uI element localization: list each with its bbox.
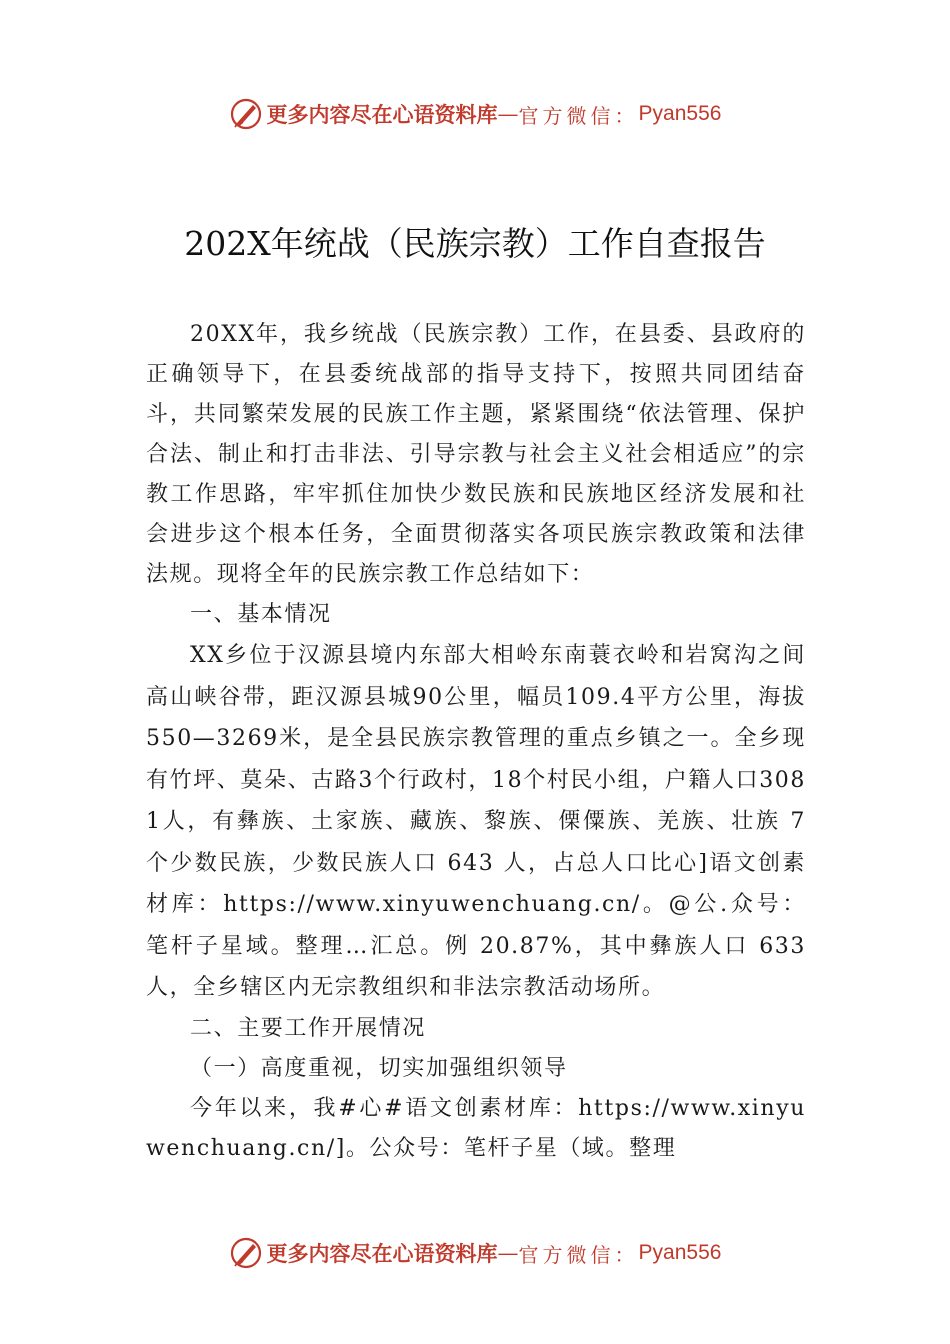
- heading-main-work: 二、主要工作开展情况: [190, 1015, 427, 1041]
- watermark-dash: —: [497, 1241, 519, 1265]
- paragraph-basic-situation: XX乡位于汉源县境内东部大相岭东南蓑衣岭和岩窝沟之间高山峡谷带，距汉源县城90公里，幅员109.4平方公里，海拔550—3269米，是全县民族宗教管理的重点乡镇之一。全乡现有竹坪、莫朵、古路3个行政村，18个村民小组，户籍人口3081人，有彝族、土家族、藏族、黎族、傈僳族、羌族、壮族 7 个少数民族，少数民族人口 643 人，占总人口比心]语文创素材库：https://www.xinyuwenchuang.cn/。@公.众号：笔杆子星域。整理…汇总。例 20.87%，其中彝族人口 633 人，全乡辖区内无宗教组织和非法宗教活动场所。: [146, 643, 806, 1000]
- document-body: [146, 315, 806, 1169]
- watermark-main-text: 更多内容尽在心语资料库: [266, 1241, 498, 1266]
- watermark-wechat-id: Pyan556: [638, 102, 722, 125]
- watermark-main-text: 更多内容尽在心语资料库: [266, 102, 498, 127]
- watermark-banner-top: [0, 94, 950, 134]
- paragraph-intro: 20XX年，我乡统战（民族宗教）工作，在县委、县政府的正确领导下，在县委统战部的指导支持下，按照共同团结奋斗，共同繁荣发展的民族工作主题，紧紧围绕“依法管理、保护合法、制止和打击非法、引导宗教与社会主义社会相适应”的宗教工作思路，牢牢抓住加快少数民族和民族地区经济发展和社会进步这个根本任务，全面贯彻落实各项民族宗教政策和法律法规。现将全年的民族宗教工作总结如下：: [146, 322, 806, 587]
- watermark-wechat-label: 官方微信：: [518, 1242, 639, 1267]
- watermark-wechat-id: Pyan556: [638, 1241, 722, 1264]
- document-title: 202X年统战（民族宗教）工作自查报告: [184, 224, 766, 263]
- pen-logo-icon: [229, 97, 263, 131]
- watermark-banner-bottom: [0, 1233, 950, 1273]
- pen-logo-icon: [229, 1236, 263, 1270]
- paragraph-this-year: 今年以来，我#心#语文创素材库：https://www.xinyuwenchuang.cn/]。公众号：笔杆子星（域。整理: [146, 1095, 806, 1161]
- watermark-wechat-label: 官方微信：: [518, 103, 639, 128]
- watermark-dash: —: [497, 102, 519, 126]
- heading-basic-situation: 一、基本情况: [190, 602, 332, 627]
- subheading-organization: （一）高度重视，切实加强组织领导: [190, 1055, 568, 1081]
